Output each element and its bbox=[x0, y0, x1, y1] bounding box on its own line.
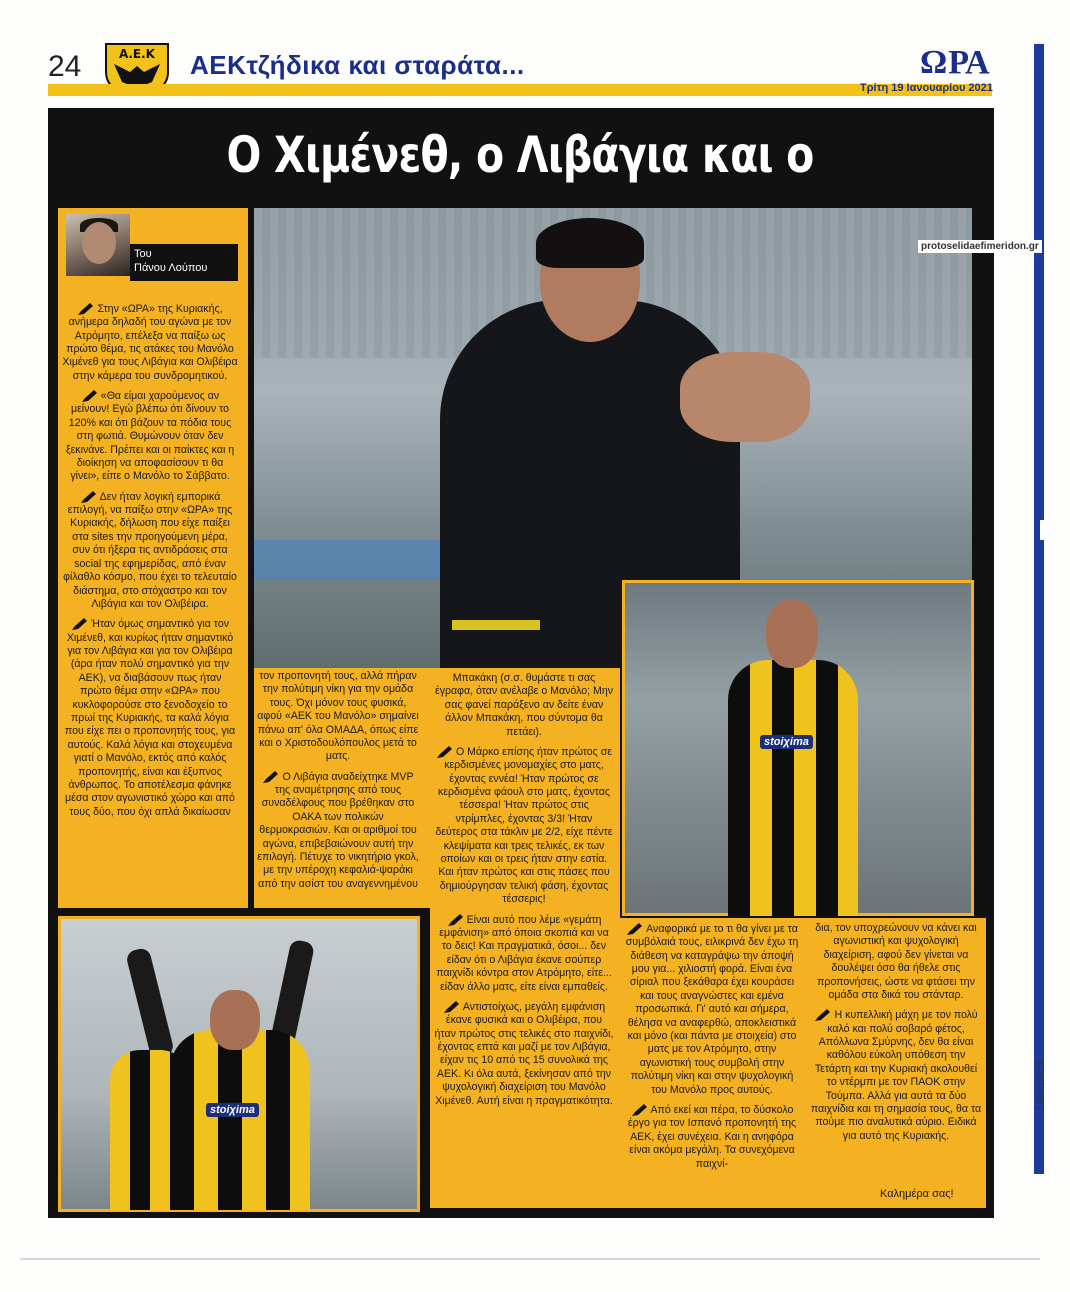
pen-icon bbox=[814, 1008, 832, 1022]
paragraph: τον προπονητή τους, αλλά πήραν την πολύτιμη νίκη για την ομάδα τους. Όχι μόνον τους φυσικά, αφού «ΑΕΚ του Μανόλο» σημαίνει πάνω απ' όλα ΟΜΑΔΑ, όπως είπε και ο Χριστοδουλόπουλος μετά το ματς. bbox=[257, 670, 419, 763]
pen-icon bbox=[80, 490, 98, 504]
paragraph: Αντιστοίχως, μεγάλη εμφάνιση έκανε φυσικά και ο Ολιβέιρα, που ήταν πρώτος στις τελικές στο παιχνίδι, έχοντας επτά και μαζί με τον Λιβάγια, είχαν τις 10 από τις 15 συνολικά της ΑΕΚ. Κι όλα αυτά, ξεκίνησαν από την ψυχολογική διαχείριση του Μανόλο Χιμένεθ. Αυτή είναι η πραγματικότητα. bbox=[434, 1000, 614, 1107]
paragraph: Από εκεί και πέρα, το δύσκολο έργο για τον Ισπανό προπονητή της ΑΕΚ, έχει συνέχεια. Και η ανηφόρα είναι ακόμα μεγάλη. Τα συνεχόμενα παιχνί- bbox=[627, 1103, 797, 1170]
scan-edge-line bbox=[20, 1258, 1040, 1260]
pen-icon bbox=[77, 302, 95, 316]
source-watermark: protoselidaefimeridon.gr bbox=[918, 240, 1042, 253]
author-name: Πάνου Λούπου bbox=[134, 262, 208, 274]
byline-prefix: Του bbox=[134, 248, 152, 260]
player-head bbox=[766, 600, 818, 668]
player-shirt bbox=[728, 660, 858, 916]
author-face bbox=[82, 222, 116, 264]
pen-icon bbox=[447, 913, 465, 927]
paragraph: Ήταν όμως σημαντικό για τον Χιμένεθ, και κυρίως ήταν σημαντικό για τον Λιβάγια και για τον Ολιβέιρα (άρα ήταν πολύ σημαντικό για την ΑΕΚ), να διαβάσουν πως ήταν πρώτο θέμα στην «ΩΡΑ» που κυκλοφορούσε στο ξενοδοχείο το πρωί της Κυριακής, τα καλά λόγια που είχε πει ο προπονητής τους, για αυτούς. Καλά λόγια και στοχευμένα γιατί ο Μανόλο, εκτός από καλός προπονητής, είναι και έξυπνος άνθρωπος. Το αποτέλεσμα φάνηκε μέσα στον αγωνιστικό χώρο και από τους δύο, που όχι απλά δικαίωσαν bbox=[64, 618, 236, 818]
paragraph: Αναφορικά με το τι θα γίνει με τα συμβόλαιά τους, ειλικρινά δεν έχω τη διάθεση να καταγράψω την άποψή μου για... χιλιοστή φορά. Είναι ένα σίριαλ που ξεκάθαρα έχει κουράσει και τους αναγνώστες και εμένα προσωπικά. Γι' αυτό και σήμερα, θέλησα να αναφερθώ, αποκλειστικά και μόνο (και πάντα με στοιχεία) στο ματς με τον Ατρόμητο, στην αγωνιστική τους συμβολή στην πολύτιμη νίκη και στην ψυχολογική του Μανόλο προς αυτούς. bbox=[625, 922, 799, 1096]
newspaper-brand: ΩΡΑ bbox=[920, 44, 991, 81]
paragraph: Είναι αυτό που λέμε «γεμάτη εμφάνιση» από όποια σκοπιά και να το δεις! Και πραγματικά, όσοι... δεν είδαν ότι ο Λιβάγια έκανε σούπερ παιχνίδι κόντρα στον Ατρόμητο, είτε... είδαν άλλο ματς, είτε είναι εμπαθείς. bbox=[436, 913, 612, 993]
shirt-sponsor: stoiχima bbox=[206, 1103, 259, 1117]
column-1-text bbox=[62, 302, 238, 825]
header-bar bbox=[48, 84, 992, 96]
shirt-sponsor: stoiχima bbox=[760, 735, 813, 749]
column-2-text bbox=[256, 670, 420, 897]
byline bbox=[130, 244, 238, 281]
signoff: Καλημέρα σας! bbox=[880, 1188, 954, 1200]
section-title: ΑΕΚτζήδικα και σταράτα... bbox=[190, 50, 525, 80]
issue-date: Τρίτη 19 Ιανουαρίου 2021 bbox=[860, 82, 993, 94]
player-shirt bbox=[170, 1030, 310, 1210]
column-5-text bbox=[810, 922, 982, 1149]
pen-icon bbox=[262, 770, 280, 784]
player-head bbox=[210, 990, 260, 1050]
paragraph: «Θα είμαι χαρούμενος αν μείνουν! Εγώ βλέπω ότι δίνουν το 120% και ότι βάζουν τα πόδια τους στη φωτιά. Θυμώνουν όταν δεν ξεκινάνε. Πρέπει και οι παίκτες και η διοίκηση να αποφασίσουν τι θα γίνει», είπε ο Μανόλο το Σάββατο. bbox=[65, 390, 235, 483]
paragraph: Ο Μάρκο επίσης ήταν πρώτος σε κερδισμένες μονομαχίες στο ματς, έχοντας εννέα! Ήταν πρώτος σε κερδισμένα φάουλ στο ματς, έχοντας τέσσερα! Ήταν πρώτος στις ντρίμπλες, έχοντας 3/3! Ήταν δεύτερος στα τάκλιν με 2/2, είχε πέντε κλεψίματα και τρεις τελικές, εκ των οποίων και οι τρεις ήταν στην εστία. Και ήταν πρώτος και στις πάσες που δημιούργησαν τελική φάση, έχοντας τέσσερις! bbox=[435, 745, 613, 906]
edge-tab bbox=[1040, 520, 1048, 540]
pen-icon bbox=[81, 389, 99, 403]
paragraph: Στην «ΩΡΑ» της Κυριακής, ανήμερα δηλαδή του αγώνα με τον Ατρόμητο, επέλεξα να παίξω ως πρώτο θέμα, τις ατάκες του Μανόλο Χιμένεθ για τους Λιβάγια και Ολιβέιρα στην κάμερα του συνδρομητικού. bbox=[62, 302, 238, 382]
svg-text:Α.Ε.Κ: Α.Ε.Κ bbox=[119, 47, 155, 61]
paragraph: δια, τον υποχρεώνουν να κάνει και αγωνιστική και ψυχολογική διαχείριση, αφού δεν γίνεται να δουλέψει όσο θα ήθελε στις προπονήσεις, ώστε να φτάσει την ομάδα στα δικά του στάνταρ. bbox=[815, 922, 977, 1002]
paragraph: Ο Λιβάγια αναδείχτηκε MVP της αναμέτρησης από τους συναδέλφους που βρέθηκαν στο ΟΑΚΑ των πολικών θερμοκρασιών. Και οι αριθμοί του αγώνα, επιβεβαιώνουν αυτή την επιλογή. Πέτυχε το νικητήριο γκολ, με την υπέροχη κεφαλιά-ψαράκι από την ασίστ του αναγεννημένου bbox=[257, 770, 419, 890]
column-4-text bbox=[624, 922, 800, 1177]
pen-icon bbox=[436, 745, 454, 759]
coach-hair bbox=[536, 218, 644, 268]
side-date-stamp: 19/01/2021 bbox=[1036, 1060, 1047, 1111]
column-3-text bbox=[434, 672, 614, 1114]
pen-icon bbox=[443, 1000, 461, 1014]
article-headline: Ο Χιμένεθ, ο Λιβάγια και ο bbox=[226, 126, 814, 184]
page-edge-bar bbox=[1034, 44, 1044, 1174]
pen-icon bbox=[626, 922, 644, 936]
pen-icon bbox=[631, 1103, 649, 1117]
page-number: 24 bbox=[48, 50, 82, 83]
coach-clapping-hands bbox=[680, 352, 810, 442]
paragraph: Μπακάκη (σ.σ. θυμάστε τι σας έγραφα, όταν ανέλαβε ο Μανόλο; Μην σας φανεί παράξενο αν δείτε έναν άλλον Μπακάκη, που σύντομα θα πετάει). bbox=[434, 672, 614, 738]
pen-icon bbox=[71, 617, 89, 631]
jacket-stripe bbox=[452, 620, 540, 630]
paragraph: Δεν ήταν λογική εμπορικά επιλογή, να παίξω στην «ΩΡΑ» της Κυριακής, δήλωση που είχε παίξει στα sites την προηγούμενη μέρα, συν ότι ήξερα τις αντιδράσεις στα social της εφημερίδας, από έναν φίλαθλο κόσμο, που έχει το τελευταίο διάστημα, στο στόχαστρο και τον Λιβάγια και τον Ολιβέιρα. bbox=[63, 490, 237, 610]
paragraph: Η κυπελλική μάχη με τον πολύ καλό και πολύ σοβαρό φέτος, Απόλλωνα Σμύρνης, δεν θα είναι καθόλου εύκολη υπόθεση την Τετάρτη και την Κυριακή ακολουθεί το ντέρμπι με τον ΠΑΟΚ στην Τούμπα. Αλλά για αυτά τα δύο παιχνίδια και τη σημασία τους, θα τα πούμε πιο αναλυτικά αύριο. Ειδικά για αυτό της Κυριακής. bbox=[810, 1009, 982, 1142]
